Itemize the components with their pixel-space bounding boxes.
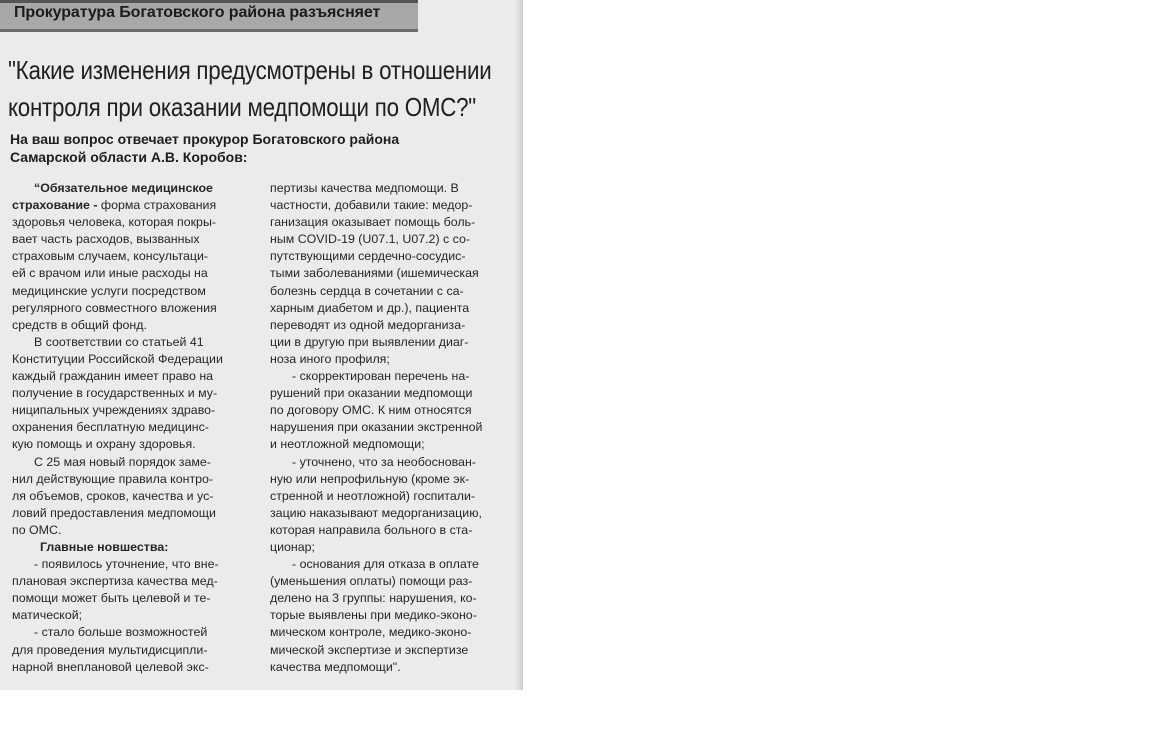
- text-line: В соответствии со статьей 41: [34, 334, 204, 349]
- text-line: которая направила больного в ста-: [270, 522, 473, 537]
- text-line: ей с врачом или иные расходы на: [12, 266, 208, 281]
- text-line: по договору ОМС. К ним относятся: [270, 403, 472, 418]
- text-line: регулярного совместного вложения: [12, 300, 217, 315]
- article-headline: [8, 52, 492, 126]
- headline-line: "Какие изменения предусмотрены в отношении: [8, 55, 492, 85]
- text-line: Конституции Российской Федерации: [12, 351, 223, 366]
- text-line: ганизация оказывает помощь боль-: [270, 215, 476, 230]
- text-fragment: форма страхования: [97, 198, 217, 213]
- subheading: Главные новшества:: [40, 539, 169, 554]
- text-line: ноза иного профиля;: [270, 351, 390, 366]
- text-line: страховым случаем, консультаци-: [12, 249, 209, 264]
- section-header-band: [0, 0, 418, 32]
- text-line: - основания для отказа в оплате: [292, 557, 479, 572]
- text-line: получение в государственных и му-: [12, 386, 218, 401]
- article-intro: [10, 130, 440, 166]
- text-line: нарной внеплановой целевой экс-: [12, 659, 209, 674]
- text-line: переводят из одной медорганиза-: [270, 317, 466, 332]
- text-line: делено на 3 группы: нарушения, ко-: [270, 591, 477, 606]
- text-line: ции в другую при выявлении диаг-: [270, 334, 469, 349]
- text-line: кую помощь и охрану здоровья.: [12, 437, 196, 452]
- text-line: мической экспертизе и экспертизе: [270, 642, 469, 657]
- text-line: охранения бесплатную медицинс-: [12, 420, 209, 435]
- text-line: ную или непрофильную (кроме эк-: [270, 471, 470, 486]
- text-line: С 25 мая новый порядок заме-: [34, 454, 211, 469]
- text-line: частности, добавили такие: медор-: [270, 198, 473, 213]
- text-line: пертизы качества медпомощи. В: [270, 181, 459, 195]
- text-line: - стало больше возможностей: [34, 625, 208, 640]
- text-line: помощи может быть целевой и те-: [12, 591, 211, 606]
- intro-line: Самарской области А.В. Коробов:: [10, 149, 248, 165]
- text-line: - скорректирован перечень на-: [292, 369, 470, 384]
- text-line: нарушения при оказании экстренной: [270, 420, 483, 435]
- text-line: по ОМС.: [12, 522, 62, 537]
- text-line: зацию наказывают медорганизацию,: [270, 505, 482, 520]
- bold-term: страхование -: [12, 198, 98, 213]
- text-line: качества медпомощи".: [270, 659, 401, 674]
- newspaper-clipping: [0, 0, 523, 690]
- intro-line: На ваш вопрос отвечает прокурор Богатовского района: [10, 131, 400, 147]
- text-line: матической;: [12, 608, 83, 623]
- text-line: рушений при оказании медпомощи: [270, 386, 473, 401]
- text-line: ционар;: [270, 539, 315, 554]
- text-line: ниципальных учреждениях здраво-: [12, 403, 216, 418]
- text-line: (уменьшения оплаты) помощи раз-: [270, 574, 473, 589]
- text-line: харным диабетом и др.), пациента: [270, 300, 470, 315]
- headline-line: контроля при оказании медпомощи по ОМС?": [8, 92, 476, 122]
- text-line: ным COVID-19 (U07.1, U07.2) с со-: [270, 232, 470, 247]
- text-line: ля объемов, сроков, качества и ус-: [12, 488, 214, 503]
- section-header: Прокуратура Богатовского района разъясняет: [14, 4, 381, 21]
- text-line: - появилось уточнение, что вне-: [34, 557, 219, 572]
- text-line: здоровья человека, которая покры-: [12, 215, 216, 230]
- text-column-right: [270, 180, 510, 676]
- text-line: - уточнено, что за необоснован-: [292, 454, 476, 469]
- text-line: тыми заболеваниями (ишемическая: [270, 266, 479, 281]
- text-column-left: [12, 180, 248, 676]
- text-line: и неотложной медпомощи;: [270, 437, 425, 452]
- text-line: болезнь сердца в сочетании с са-: [270, 283, 464, 298]
- text-line: медицинские услуги посредством: [12, 283, 206, 298]
- text-line: средств в общий фонд.: [12, 317, 147, 332]
- text-line: нил действующие правила контро-: [12, 471, 214, 486]
- text-line: вает часть расходов, вызванных: [12, 232, 200, 247]
- text-line: “Обязательное медицинское: [34, 181, 213, 195]
- text-line: [12, 197, 248, 214]
- text-line: стренной и неотложной) госпитали-: [270, 488, 476, 503]
- text-line: торые выявлены при медико-эконо-: [270, 608, 477, 623]
- text-line: ловий предоставления медпомощи: [12, 505, 216, 520]
- text-line: каждый гражданин имеет право на: [12, 369, 214, 384]
- header-rule: [0, 0, 418, 3]
- text-line: путствующими сердечно-сосудис-: [270, 249, 466, 264]
- text-line: для проведения мультидисципли-: [12, 642, 208, 657]
- text-line: мическом контроле, медико-эконо-: [270, 625, 472, 640]
- text-line: плановая экспертиза качества мед-: [12, 574, 218, 589]
